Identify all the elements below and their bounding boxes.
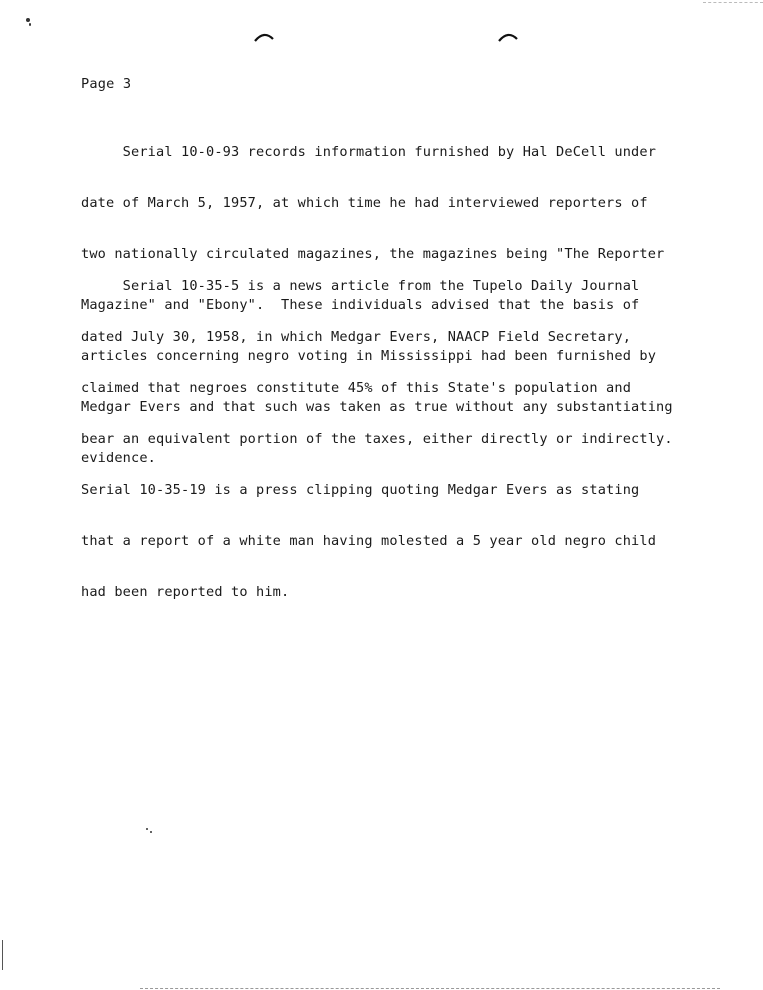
scan-edge-mark-left xyxy=(2,940,3,970)
page-number: Page 3 xyxy=(81,76,132,92)
text-line: articles concerning negro voting in Mississippi had been furnished by xyxy=(81,348,657,364)
text-line: Serial 10-0-93 records information furnished by Hal DeCell under xyxy=(81,144,657,160)
text-line: dated July 30, 1958, in which Medgar Evers, NAACP Field Secretary, xyxy=(81,329,632,345)
text-line: Serial 10-35-5 is a news article from the Tupelo Daily Journal xyxy=(81,278,640,294)
text-line: that a report of a white man having molested a 5 year old negro child xyxy=(81,533,657,549)
binder-hole-mark-right xyxy=(497,32,519,42)
text-line: claimed that negroes constitute 45% of this State's population and xyxy=(81,380,632,396)
binder-hole-mark-left xyxy=(253,32,275,42)
scan-speck xyxy=(26,18,30,22)
text-line: Magazine" and "Ebony". These individuals advised that the basis of xyxy=(81,297,640,313)
scan-speck xyxy=(29,23,31,26)
paragraph-2 xyxy=(81,244,731,635)
text-line: evidence. xyxy=(81,450,157,466)
text-line: bear an equivalent portion of the taxes, either directly or indirectly. xyxy=(81,431,673,447)
text-line: two nationally circulated magazines, the magazines being "The Reporter xyxy=(81,246,665,262)
scan-speck xyxy=(150,831,152,833)
text-line: Serial 10-35-19 is a press clipping quoting Medgar Evers as stating xyxy=(81,482,640,498)
text-line: date of March 5, 1957, at which time he had interviewed reporters of xyxy=(81,195,648,211)
text-line: Medgar Evers and that such was taken as true without any substantiating xyxy=(81,399,673,415)
scan-edge-mark-top xyxy=(703,2,763,4)
text-line: had been reported to him. xyxy=(81,584,290,600)
scan-speck xyxy=(146,828,148,830)
